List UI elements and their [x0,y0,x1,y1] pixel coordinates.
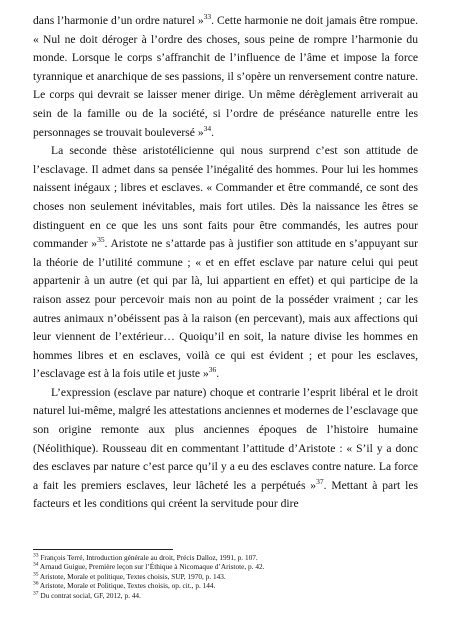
footnote-text: Aristote, Morale et politique, Textes choisis, SUP, 1970, p. 143. [39,571,226,581]
footnote-number: 36 [33,580,39,587]
paragraph-text: L’expression (esclave par nature) choque et contrarie l’esprit libéral et le droit naturel lui-même, malgré les attestations anciennes et modernes de l’esclavage que son origine remonte aux plus anciennes époques de l’histoire humaine (Néolithique). Rousseau dit en commentant l’attitude d’Aristote : « S’il y a donc des esclaves par nature c’est parce qu’il y a eu des esclaves contre nature. La force a fait les premiers esclaves, leur lâcheté les a perpétués » [33,385,418,492]
footnote [33,581,418,590]
paragraph-text: . Mettant à part les facteurs et les conditions qui créent la servitude pour dire [33,478,418,511]
body-text [33,12,418,514]
footnote-text: François Terré, Introduction générale au droit, Précis Dalloz, 1991, p. 107. [40,553,258,562]
paragraph-text: La seconde thèse aristotélicienne qui nous surprend c’est son attitude de l’esclavage. Il admet dans sa pensée l’inégalité des hommes. Pour lui les hommes naissent inégaux ; libres et esclaves. « Commander et être commandé, ce sont des choses non seulement inévitables, mais fort utiles. Dès la naissance les êtres se distinguent en ce que les uns sont faits pour être commandés, les autres pour commander » [33,144,418,251]
footnote-number: 35 [33,571,39,578]
paragraph [33,12,418,142]
paragraph-text: . Aristote ne s’attarde pas à justifier son attitude en s’appuyant sur la théorie de l’utilité commune ; « et en effet esclave par nature celui qui peut appartenir à un autre (et qui par là, lui appartient en effet) et qui participe de la raison assez pour percevoir mais non au point de la posséder vraiment ; car les autres animaux n’obéissent pas à la raison (en percevant), mais aux affections qui leur viennent de l’extérieur… Quoiqu’il en soit, la nature divise les hommes en hommes libres et en esclaves, voilà ce qui est évident ; et pour les esclaves, l’esclavage est à la fois utile et juste » [33,237,418,381]
footnote-separator [33,549,173,550]
footnote [33,572,418,581]
footnote-text: Arnaud Guigue, Première leçon sur l’Éthique à Nicomaque d’Aristote, p. 42. [39,562,265,572]
paragraph-text: . [216,367,220,381]
footnote-text: Du contrat social, GF, 2012, p. 44. [40,590,141,600]
footnote-reference: 37 [316,476,324,486]
footnote [33,553,418,562]
paragraph-text: . Cette harmonie ne doit jamais être rompue. « Nul ne doit déroger à l’ordre des choses, sous peine de rompre l’harmonie du monde. Lorsque le corps s’affranchit de l’influence de l’âme et impose la force tyrannique et anarchique de ses passions, il s’opère un renversement contre nature. Le corps qui devrait se laisser mener dirige. Un même dérèglement arriverait au sein de la famille ou de la société, si l’ordre de préséance naturelle entre les personnages se trouvait bouleversé » [33,14,418,139]
footnotes [33,553,418,600]
paragraph [33,142,418,384]
footnote-text: Aristote, Morale et Politique, Textes choisis, op. cit., p. 144. [39,581,216,591]
footnote-number: 34 [33,561,39,568]
footnote-reference: 34 [203,123,212,133]
paragraph-text: . [211,125,215,139]
footnote-number: 33 [33,552,39,559]
footnote-reference: 36 [208,365,217,375]
footnote-number: 37 [33,590,39,597]
footnote [33,562,418,571]
footnote-reference: 33 [203,12,212,22]
paragraph [33,384,418,514]
footnote [33,591,418,600]
footnote-reference: 35 [97,235,105,245]
paragraph-text: dans l’harmonie d’un ordre naturel » [33,14,204,27]
